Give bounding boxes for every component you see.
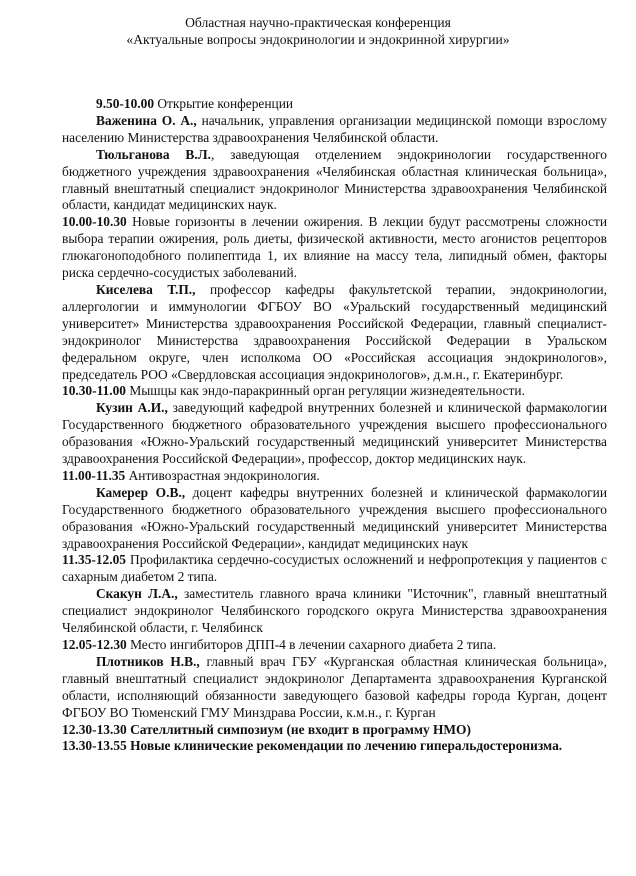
speaker-name: Киселева Т.П.,: [96, 281, 196, 297]
speaker-details: главный врач ГБУ «Курганская областная клиническая больница», главный внештатный специалист эндокринолог Департамента здравоохранения Курганской области, исполняющий обязанности заведующего базовой кафедры города Курган, доцент ФГБОУ ВО Тюменский ГМУ Минздрава России, к.м.н., г. Курган: [62, 653, 607, 720]
session-time: 11.00-11.35: [62, 467, 126, 483]
session-time: 10.00-10.30: [62, 214, 127, 230]
program-body: [62, 96, 607, 755]
speaker-entry: [62, 282, 607, 383]
session-entry: [62, 383, 607, 400]
session-time: 10.30-11.00: [62, 383, 126, 399]
session-entry: [62, 552, 607, 586]
session-entry: [62, 468, 607, 485]
session-title: Сателлитный симпозиум (не входит в программу НМО): [130, 721, 471, 737]
speaker-name: Тюльганова В.Л.: [96, 146, 211, 162]
speaker-details: заведующий кафедрой внутренних болезней и клинической фармакологии Государственного бюджетного образовательного учреждения высшего профессионального образования «Южно-Уральский государственный медицинский университет Министерства здравоохранения Российской Федерации», профессор, доктор медицинских наук.: [62, 400, 607, 467]
session-title: Новые клинические рекомендации по лечению гиперальдостеронизма.: [130, 738, 563, 754]
document-title: [40, 14, 596, 48]
speaker-details: доцент кафедры внутренних болезней и клинической фармакологии Государственного бюджетного образовательного учреждения высшего профессионального образования «Южно-Уральский государственный медицинский университет Министерства здравоохранения Российской Федерации», кандидат медицинских наук: [62, 484, 607, 551]
title-line-2: «Актуальные вопросы эндокринологии и эндокринной хирургии»: [126, 32, 510, 47]
speaker-details: начальник, управления организации медицинской помощи взрослому населению Министерства здравоохранения Челябинской области.: [62, 112, 607, 145]
speaker-details: профессор кафедры факультетской терапии, эндокринологии, аллергологии и иммунологии ФГБОУ ВО «Уральский государственный медицинский университет» Министерства здравоохранения Российской Федерации, главный специалист-эндокринолог Министерства здравоохранения Российской Федерации в Уральском федеральном округе, член исполкома ОО «Российская ассоциация эндокринологов», председатель РОО «Свердловская ассоциация эндокринологов», д.м.н., г. Екатеринбург.: [62, 281, 608, 382]
speaker-name: Плотников Н.В.,: [96, 653, 200, 669]
session-title: Антивозрастная эндокринология.: [128, 467, 320, 483]
speaker-entry: [62, 485, 607, 553]
speaker-entry: [62, 654, 607, 722]
speaker-entry: [62, 586, 607, 637]
session-title: Открытие конференции: [157, 96, 294, 111]
title-line-1: Областная научно-практическая конференция: [185, 15, 451, 30]
session-title: Место ингибиторов ДПП-4 в лечении сахарного диабета 2 типа.: [130, 637, 497, 652]
speaker-name: Кузин А.И.,: [96, 400, 168, 416]
session-entry-satellite: [62, 722, 607, 739]
session-entry: [62, 637, 607, 654]
session-entry: [62, 214, 607, 282]
session-opening: [62, 96, 607, 113]
session-title: Новые горизонты в лечении ожирения. В лекции будут рассмотрены сложности выбора терапии ожирения, роль диеты, физической активности, место агонистов рецепторов глюкагоноподобного полипептида 1, их влияние на массу тела, липидный обмен, факторы риска сердечно-сосудистых заболеваний.: [62, 214, 607, 281]
session-title: Профилактика сердечно-сосудистых осложнений и нефропротекция у пациентов с сахарным диабетом 2 типа.: [62, 552, 607, 585]
speaker-entry: [62, 400, 607, 468]
speaker-entry: [62, 113, 607, 147]
speaker-name: Камерер О.В.,: [96, 484, 186, 500]
session-entry: [62, 738, 607, 755]
session-time: 9.50-10.00: [96, 96, 155, 111]
speaker-name: Важенина О. А.,: [96, 112, 197, 128]
speaker-name: Скакун Л.А.,: [96, 586, 178, 602]
session-time: 11.35-12.05: [62, 552, 126, 568]
speaker-entry: [62, 147, 607, 215]
session-time: 13.30-13.55: [62, 738, 127, 754]
speaker-details: заместитель главного врача клиники "Источник", главный внештатный специалист эндокринолог Челябинского городского округа Министерства здравоохранения Челябинской области, г. Челябинск: [62, 586, 607, 636]
session-title: Мышцы как эндо-паракринный орган регуляции жизнедеятельности.: [129, 383, 525, 399]
session-time: 12.05-12.30: [62, 637, 127, 652]
session-time: 12.30-13.30: [62, 721, 127, 737]
speaker-details: , заведующая отделением эндокринологии государственного бюджетного учреждения здравоохранения «Челябинская областная клиническая больница», главный внештатный специалист эндокринолог Министерства здравоохранения Челябинской области, кандидат медицинских наук.: [62, 146, 607, 213]
